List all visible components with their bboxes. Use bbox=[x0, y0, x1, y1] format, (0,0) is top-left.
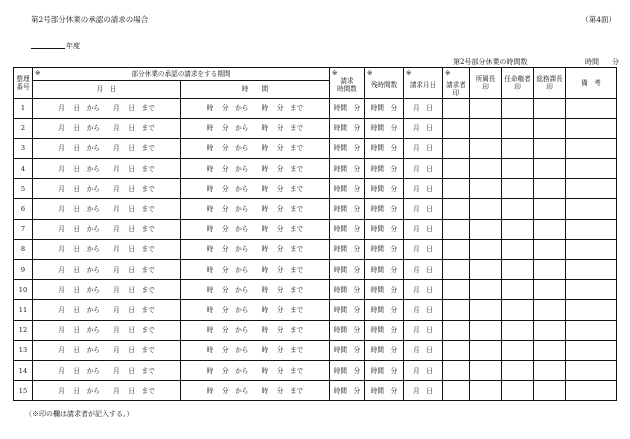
seal-general-cell[interactable] bbox=[534, 239, 566, 259]
seal-appointer-cell[interactable] bbox=[502, 219, 534, 239]
table-row bbox=[14, 159, 617, 179]
seal-general-cell[interactable] bbox=[534, 98, 566, 118]
requested-hours-cell: 時間 分 bbox=[330, 138, 365, 158]
seal-applicant-cell[interactable] bbox=[443, 340, 470, 360]
seal-applicant-cell[interactable] bbox=[443, 239, 470, 259]
time-range-cell: 時 分 から 時 分 まで bbox=[181, 280, 330, 300]
remarks-cell[interactable] bbox=[566, 179, 617, 199]
seal-applicant-cell[interactable] bbox=[443, 179, 470, 199]
row-number: 7 bbox=[14, 219, 33, 239]
col-header-number bbox=[14, 68, 33, 99]
seal-head-cell[interactable] bbox=[470, 138, 502, 158]
seal-applicant-cell[interactable] bbox=[443, 199, 470, 219]
seal-general-cell[interactable] bbox=[534, 360, 566, 380]
request-date-cell: 月 日 bbox=[404, 300, 443, 320]
time-range-cell: 時 分 から 時 分 まで bbox=[181, 179, 330, 199]
date-range-cell: 月 日 から 月 日 まで bbox=[33, 118, 181, 138]
col-header-seal-general-line1: 総務課長 bbox=[536, 74, 563, 83]
col-header-seal-appointer-line1: 任命権者 bbox=[504, 74, 531, 83]
remaining-hours-cell: 時間 分 bbox=[365, 360, 404, 380]
date-range-cell: 月 日 から 月 日 まで bbox=[33, 219, 181, 239]
seal-general-cell[interactable] bbox=[534, 320, 566, 340]
remarks-cell[interactable] bbox=[566, 118, 617, 138]
request-date-cell: 月 日 bbox=[404, 219, 443, 239]
col-header-seal-applicant-line1: 請求者 bbox=[446, 80, 466, 89]
row-number: 4 bbox=[14, 159, 33, 179]
table-row bbox=[14, 219, 617, 239]
col-header-seal-general bbox=[534, 68, 566, 99]
seal-general-cell[interactable] bbox=[534, 159, 566, 179]
requested-hours-cell: 時間 分 bbox=[330, 199, 365, 219]
col-header-number-line2: 番号 bbox=[16, 82, 30, 91]
seal-appointer-cell[interactable] bbox=[502, 260, 534, 280]
requested-hours-cell: 時間 分 bbox=[330, 381, 365, 401]
remaining-hours-cell: 時間 分 bbox=[365, 260, 404, 280]
date-range-cell: 月 日 から 月 日 まで bbox=[33, 280, 181, 300]
request-date-cell: 月 日 bbox=[404, 118, 443, 138]
seal-general-cell[interactable] bbox=[534, 260, 566, 280]
request-date-cell: 月 日 bbox=[404, 199, 443, 219]
seal-general-cell[interactable] bbox=[534, 199, 566, 219]
seal-head-cell[interactable] bbox=[470, 219, 502, 239]
remaining-hours-cell: 時間 分 bbox=[365, 159, 404, 179]
request-table bbox=[13, 67, 617, 401]
seal-head-cell[interactable] bbox=[470, 280, 502, 300]
request-date-cell: 月 日 bbox=[404, 138, 443, 158]
seal-general-cell[interactable] bbox=[534, 340, 566, 360]
remaining-hours-cell: 時間 分 bbox=[365, 118, 404, 138]
table-row bbox=[14, 199, 617, 219]
seal-appointer-cell[interactable] bbox=[502, 159, 534, 179]
seal-head-cell[interactable] bbox=[470, 159, 502, 179]
row-number: 1 bbox=[14, 98, 33, 118]
row-number: 10 bbox=[14, 280, 33, 300]
seal-general-cell[interactable] bbox=[534, 300, 566, 320]
row-number: 9 bbox=[14, 260, 33, 280]
requested-hours-cell: 時間 分 bbox=[330, 300, 365, 320]
seal-applicant-cell[interactable] bbox=[443, 280, 470, 300]
request-date-cell: 月 日 bbox=[404, 98, 443, 118]
col-header-req-date-label: 請求月日 bbox=[409, 81, 437, 89]
seal-applicant-cell[interactable] bbox=[443, 219, 470, 239]
seal-applicant-cell[interactable] bbox=[443, 260, 470, 280]
remarks-cell[interactable] bbox=[566, 98, 617, 118]
table-row bbox=[14, 300, 617, 320]
requested-hours-cell: 時間 分 bbox=[330, 179, 365, 199]
time-range-cell: 時 分 から 時 分 まで bbox=[181, 199, 330, 219]
col-header-seal-appointer bbox=[502, 68, 534, 99]
remarks-cell[interactable] bbox=[566, 280, 617, 300]
request-date-cell: 月 日 bbox=[404, 239, 443, 259]
table-row bbox=[14, 381, 617, 401]
col-header-req-date bbox=[404, 68, 443, 99]
seal-applicant-cell[interactable] bbox=[443, 159, 470, 179]
seal-applicant-cell[interactable] bbox=[443, 138, 470, 158]
request-date-cell: 月 日 bbox=[404, 381, 443, 401]
year-label: 年度 bbox=[66, 42, 80, 50]
seal-appointer-cell[interactable] bbox=[502, 138, 534, 158]
requested-hours-cell: 時間 分 bbox=[330, 239, 365, 259]
seal-applicant-cell[interactable] bbox=[443, 360, 470, 380]
table-row bbox=[14, 179, 617, 199]
seal-head-cell[interactable] bbox=[470, 320, 502, 340]
table-row bbox=[14, 280, 617, 300]
remaining-hours-cell: 時間 分 bbox=[365, 381, 404, 401]
seal-head-cell[interactable] bbox=[470, 199, 502, 219]
row-number: 8 bbox=[14, 239, 33, 259]
requested-hours-cell: 時間 分 bbox=[330, 260, 365, 280]
col-header-req-hours-line1: 請求 bbox=[340, 77, 354, 85]
applicant-mark: ※ bbox=[332, 69, 338, 77]
remarks-cell[interactable] bbox=[566, 199, 617, 219]
seal-general-cell[interactable] bbox=[534, 118, 566, 138]
time-range-cell: 時 分 から 時 分 まで bbox=[181, 219, 330, 239]
col-header-remarks: 備 考 bbox=[566, 68, 617, 99]
seal-applicant-cell[interactable] bbox=[443, 320, 470, 340]
col-header-number-line1: 整理 bbox=[16, 74, 30, 83]
date-range-cell: 月 日 から 月 日 まで bbox=[33, 340, 181, 360]
remarks-cell[interactable] bbox=[566, 381, 617, 401]
remarks-cell[interactable] bbox=[566, 159, 617, 179]
requested-hours-cell: 時間 分 bbox=[330, 280, 365, 300]
requested-hours-cell: 時間 分 bbox=[330, 320, 365, 340]
requested-hours-cell: 時間 分 bbox=[330, 118, 365, 138]
remaining-hours-cell: 時間 分 bbox=[365, 219, 404, 239]
remarks-cell[interactable] bbox=[566, 340, 617, 360]
date-range-cell: 月 日 から 月 日 まで bbox=[33, 260, 181, 280]
date-range-cell: 月 日 から 月 日 まで bbox=[33, 381, 181, 401]
time-range-cell: 時 分 から 時 分 まで bbox=[181, 300, 330, 320]
row-number: 5 bbox=[14, 179, 33, 199]
seal-head-cell[interactable] bbox=[470, 340, 502, 360]
request-date-cell: 月 日 bbox=[404, 340, 443, 360]
table-row bbox=[14, 118, 617, 138]
time-range-cell: 時 分 から 時 分 まで bbox=[181, 340, 330, 360]
col-header-remaining bbox=[365, 68, 404, 99]
seal-appointer-cell[interactable] bbox=[502, 320, 534, 340]
seal-head-cell[interactable] bbox=[470, 118, 502, 138]
col-header-seal-head-line2: 印 bbox=[482, 82, 489, 91]
row-number: 14 bbox=[14, 360, 33, 380]
seal-appointer-cell[interactable] bbox=[502, 179, 534, 199]
table-row bbox=[14, 138, 617, 158]
row-number: 11 bbox=[14, 300, 33, 320]
date-range-cell: 月 日 から 月 日 まで bbox=[33, 159, 181, 179]
request-date-cell: 月 日 bbox=[404, 159, 443, 179]
table-body bbox=[14, 68, 617, 401]
col-header-date: 月 日 bbox=[33, 80, 181, 98]
seal-head-cell[interactable] bbox=[470, 179, 502, 199]
table-row bbox=[14, 320, 617, 340]
requested-hours-cell: 時間 分 bbox=[330, 159, 365, 179]
request-date-cell: 月 日 bbox=[404, 320, 443, 340]
seal-general-cell[interactable] bbox=[534, 219, 566, 239]
seal-appointer-cell[interactable] bbox=[502, 280, 534, 300]
form-title: 第2号部分休業の承認の請求の場合 bbox=[31, 15, 149, 24]
seal-appointer-cell[interactable] bbox=[502, 118, 534, 138]
requested-hours-cell: 時間 分 bbox=[330, 360, 365, 380]
requested-hours-cell: 時間 分 bbox=[330, 340, 365, 360]
remaining-hours-cell: 時間 分 bbox=[365, 239, 404, 259]
seal-general-cell[interactable] bbox=[534, 381, 566, 401]
table-row bbox=[14, 360, 617, 380]
requested-hours-cell: 時間 分 bbox=[330, 98, 365, 118]
time-range-cell: 時 分 から 時 分 まで bbox=[181, 98, 330, 118]
date-range-cell: 月 日 から 月 日 まで bbox=[33, 179, 181, 199]
remarks-cell[interactable] bbox=[566, 360, 617, 380]
table-row bbox=[14, 239, 617, 259]
col-header-req-hours-line2: 時間数 bbox=[337, 85, 357, 93]
remaining-hours-cell: 時間 分 bbox=[365, 138, 404, 158]
seal-head-cell[interactable] bbox=[470, 239, 502, 259]
col-header-seal-head bbox=[470, 68, 502, 99]
seal-head-cell[interactable] bbox=[470, 381, 502, 401]
table-row bbox=[14, 260, 617, 280]
col-header-period-label: 部分休業の承認の請求をする期間 bbox=[131, 69, 231, 78]
seal-general-cell[interactable] bbox=[534, 138, 566, 158]
time-range-cell: 時 分 から 時 分 まで bbox=[181, 159, 330, 179]
col-header-seal-general-line2: 印 bbox=[546, 82, 553, 91]
seal-head-cell[interactable] bbox=[470, 360, 502, 380]
date-range-cell: 月 日 から 月 日 まで bbox=[33, 239, 181, 259]
seal-head-cell[interactable] bbox=[470, 300, 502, 320]
request-date-cell: 月 日 bbox=[404, 260, 443, 280]
seal-appointer-cell[interactable] bbox=[502, 239, 534, 259]
row-number: 2 bbox=[14, 118, 33, 138]
seal-appointer-cell[interactable] bbox=[502, 360, 534, 380]
applicant-mark: ※ bbox=[35, 69, 41, 77]
date-range-cell: 月 日 から 月 日 まで bbox=[33, 320, 181, 340]
total-hours-label: 第2号部分休業の時間数 bbox=[453, 58, 528, 66]
remaining-hours-cell: 時間 分 bbox=[365, 199, 404, 219]
total-minutes-unit: 分 bbox=[612, 58, 619, 66]
remaining-hours-cell: 時間 分 bbox=[365, 98, 404, 118]
seal-applicant-cell[interactable] bbox=[443, 98, 470, 118]
year-blank-line bbox=[31, 48, 65, 49]
seal-appointer-cell[interactable] bbox=[502, 98, 534, 118]
header-row-1 bbox=[14, 68, 617, 81]
table-row bbox=[14, 340, 617, 360]
remarks-cell[interactable] bbox=[566, 219, 617, 239]
seal-head-cell[interactable] bbox=[470, 260, 502, 280]
remaining-hours-cell: 時間 分 bbox=[365, 320, 404, 340]
time-range-cell: 時 分 から 時 分 まで bbox=[181, 239, 330, 259]
request-date-cell: 月 日 bbox=[404, 360, 443, 380]
seal-appointer-cell[interactable] bbox=[502, 300, 534, 320]
request-date-cell: 月 日 bbox=[404, 280, 443, 300]
col-header-seal-head-line1: 所属長 bbox=[475, 74, 496, 83]
date-range-cell: 月 日 から 月 日 まで bbox=[33, 300, 181, 320]
row-number: 13 bbox=[14, 340, 33, 360]
applicant-mark: ※ bbox=[406, 69, 412, 77]
time-range-cell: 時 分 から 時 分 まで bbox=[181, 138, 330, 158]
total-hours-unit: 時間 bbox=[585, 58, 599, 66]
seal-appointer-cell[interactable] bbox=[502, 381, 534, 401]
remarks-cell[interactable] bbox=[566, 260, 617, 280]
remaining-hours-cell: 時間 分 bbox=[365, 340, 404, 360]
seal-general-cell[interactable] bbox=[534, 179, 566, 199]
col-header-seal-applicant bbox=[443, 80, 470, 98]
applicant-mark: ※ bbox=[445, 69, 451, 77]
seal-head-cell[interactable] bbox=[470, 98, 502, 118]
col-header-remaining-label: 残時間数 bbox=[370, 81, 398, 89]
requested-hours-cell: 時間 分 bbox=[330, 219, 365, 239]
col-header-req-hours bbox=[330, 68, 365, 99]
col-header-seal-appointer-line2: 印 bbox=[514, 82, 521, 91]
request-date-cell: 月 日 bbox=[404, 179, 443, 199]
col-header-seal-mark bbox=[443, 68, 470, 81]
seal-applicant-cell[interactable] bbox=[443, 381, 470, 401]
time-range-cell: 時 分 から 時 分 まで bbox=[181, 118, 330, 138]
time-range-cell: 時 分 から 時 分 まで bbox=[181, 360, 330, 380]
row-number: 3 bbox=[14, 138, 33, 158]
date-range-cell: 月 日 から 月 日 まで bbox=[33, 98, 181, 118]
seal-general-cell[interactable] bbox=[534, 280, 566, 300]
row-number: 6 bbox=[14, 199, 33, 219]
remarks-cell[interactable] bbox=[566, 320, 617, 340]
table-row bbox=[14, 98, 617, 118]
date-range-cell: 月 日 から 月 日 まで bbox=[33, 138, 181, 158]
col-header-period bbox=[33, 68, 330, 81]
col-header-time: 時 間 bbox=[181, 80, 330, 98]
page-number: （第4面） bbox=[581, 15, 616, 24]
row-number: 15 bbox=[14, 381, 33, 401]
date-range-cell: 月 日 から 月 日 まで bbox=[33, 199, 181, 219]
time-range-cell: 時 分 から 時 分 まで bbox=[181, 260, 330, 280]
seal-appointer-cell[interactable] bbox=[502, 199, 534, 219]
time-range-cell: 時 分 から 時 分 まで bbox=[181, 381, 330, 401]
remaining-hours-cell: 時間 分 bbox=[365, 179, 404, 199]
remarks-cell[interactable] bbox=[566, 300, 617, 320]
date-range-cell: 月 日 から 月 日 まで bbox=[33, 360, 181, 380]
remarks-cell[interactable] bbox=[566, 138, 617, 158]
row-number: 12 bbox=[14, 320, 33, 340]
remaining-hours-cell: 時間 分 bbox=[365, 280, 404, 300]
footer-note: （※印の欄は請求者が記入する。） bbox=[25, 410, 134, 418]
applicant-mark: ※ bbox=[367, 69, 373, 77]
col-header-seal-applicant-line2: 印 bbox=[452, 88, 460, 97]
seal-applicant-cell[interactable] bbox=[443, 118, 470, 138]
remaining-hours-cell: 時間 分 bbox=[365, 300, 404, 320]
remarks-cell[interactable] bbox=[566, 239, 617, 259]
time-range-cell: 時 分 から 時 分 まで bbox=[181, 320, 330, 340]
seal-appointer-cell[interactable] bbox=[502, 340, 534, 360]
seal-applicant-cell[interactable] bbox=[443, 300, 470, 320]
